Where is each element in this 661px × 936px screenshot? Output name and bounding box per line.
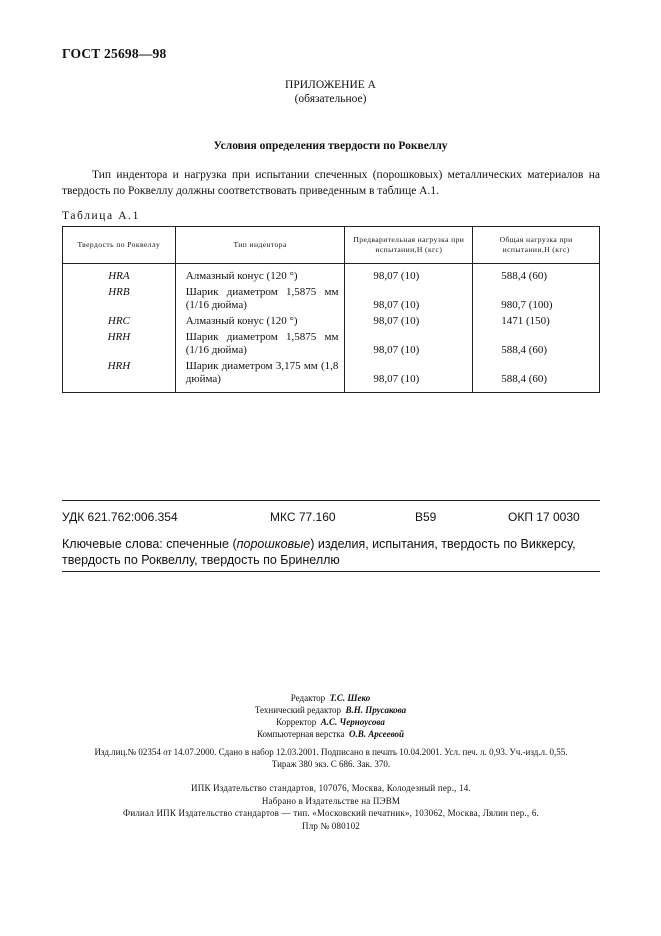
hardness-table [62, 226, 600, 393]
credit-role: Компьютерная верстка [256, 729, 345, 739]
printing-info [62, 782, 600, 832]
credit-line [0, 692, 661, 704]
cell-indenter: Шарик диаметром 1,5875 мм (1/16 дюйма) [175, 331, 345, 357]
publication-info [62, 746, 600, 770]
header-total: Общая нагрузка при испытании,Н (кгс) [473, 227, 600, 264]
section-title: Условия определения твердости по Роквеллу [213, 140, 448, 152]
publication-line: Изд.лиц.№ 02354 от 14.07.2000. Сдано в набор 12.03.2001. Подписано в печать 10.04.2001. Усл. печ. л. 0,93. Уч.-изд.л. 0,55. [94, 747, 568, 757]
udk-code: УДК 621.762:006.354 [62, 510, 178, 524]
cell-indenter: Алмазный конус (120 °) [175, 264, 345, 284]
divider-bottom [62, 571, 600, 572]
header-preload: Предварительная нагрузка при испытании,Н (кгс) [345, 227, 473, 264]
table-row [63, 331, 600, 357]
divider-top [62, 500, 600, 501]
cell-indenter: Шарик диаметром 1,5875 мм (1/16 дюйма) [175, 286, 345, 312]
credit-name: В.Н. Прусакова [345, 705, 407, 715]
credits-block [0, 692, 661, 740]
credit-role: Корректор [276, 717, 317, 727]
keywords-suffix: ) изделия, испытания, твердость по Виккерсу, твердость по Роквеллу, твердость по Бринеллю [62, 537, 576, 567]
cell-scale: HRH [63, 331, 176, 357]
table-header-row [63, 227, 600, 264]
cell-scale: HRA [63, 264, 176, 284]
table-row [63, 286, 600, 312]
cell-preload: 98,07 (10) [345, 286, 473, 312]
cell-indenter: Алмазный конус (120 °) [175, 315, 345, 328]
printing-line: ИПК Издательство стандартов, 107076, Москва, Колодезный пер., 14. [191, 783, 471, 793]
credit-line [0, 716, 661, 728]
cell-total: 1471 (150) [473, 315, 600, 328]
cell-total: 588,4 (60) [473, 360, 600, 393]
cell-indenter: Шарик диаметром 3,175 мм (1,8 дюйма) [175, 360, 345, 393]
credit-name: О.В. Арсеевой [349, 729, 405, 739]
appendix-subtitle: (обязательное) [294, 93, 367, 105]
publication-line: Тираж 380 экз. С 686. Зак. 370. [271, 759, 391, 769]
credit-name: Т.С. Шеко [329, 693, 371, 703]
printing-line: Филиал ИПК Издательство стандартов — тип. «Московский печатник», 103062, Москва, Лялин пер., 6. [123, 808, 539, 818]
table-row [63, 360, 600, 393]
cell-scale: HRC [63, 315, 176, 328]
cell-total: 588,4 (60) [473, 331, 600, 357]
document-id: ГОСТ 25698—98 [62, 46, 167, 61]
header-indenter: Тип индентора [175, 227, 345, 264]
keywords [62, 536, 602, 568]
keywords-italic: порошковые [236, 537, 311, 551]
printing-line: Набрано в Издательстве на ПЭВМ [261, 795, 401, 806]
cell-total: 588,4 (60) [473, 264, 600, 284]
printing-line: Плр № 080102 [302, 820, 360, 831]
credit-line [0, 728, 661, 740]
table-caption: Таблица А.1 [62, 210, 140, 222]
header-scale: Твердость по Роквеллу [63, 227, 176, 264]
credit-role: Редактор [290, 693, 326, 703]
cell-scale: HRH [63, 360, 176, 393]
cell-preload: 98,07 (10) [345, 331, 473, 357]
credit-role: Технический редактор [254, 705, 342, 715]
cell-preload: 98,07 (10) [345, 315, 473, 328]
class-code: В59 [415, 510, 437, 524]
credit-name: А.С. Черноусова [320, 717, 385, 727]
cell-scale: HRB [63, 286, 176, 312]
keywords-prefix: Ключевые слова: спеченные ( [62, 537, 237, 551]
table-row [63, 264, 600, 284]
mks-code: МКС 77.160 [270, 510, 336, 524]
table-row [63, 315, 600, 328]
okp-code: ОКП 17 0030 [508, 510, 580, 524]
cell-preload: 98,07 (10) [345, 264, 473, 284]
cell-total: 980,7 (100) [473, 286, 600, 312]
appendix-heading [0, 78, 661, 106]
appendix-title: ПРИЛОЖЕНИЕ А [285, 79, 376, 91]
credit-line [0, 704, 661, 716]
cell-preload: 98,07 (10) [345, 360, 473, 393]
intro-paragraph: Тип индентора и нагрузка при испытании спеченных (порошковых) металлических материалов на твердость по Роквеллу должны соответствовать приведенным в таблице А.1. [62, 169, 600, 197]
